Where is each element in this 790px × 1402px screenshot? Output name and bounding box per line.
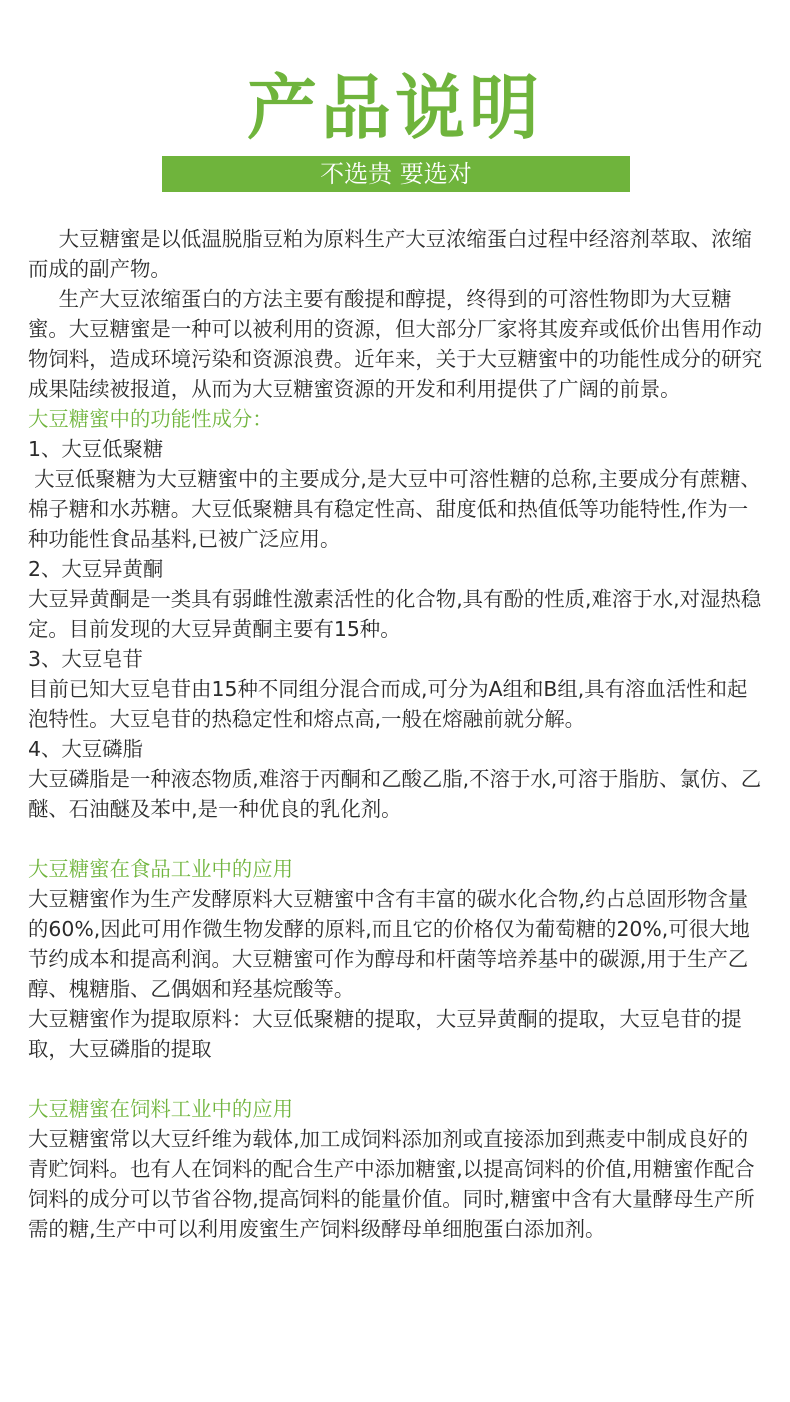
item-text-isoflavone: 大豆异黄酮是一类具有弱雌性激素活性的化合物,具有酚的性质,难溶于水,对湿热稳定。目前发现的大豆异黄酮主要有15种。 (28, 587, 762, 641)
item-title-saponin: 3、大豆皂苷 (28, 647, 143, 671)
item-title-phospholipid: 4、大豆磷脂 (28, 737, 143, 761)
slogan-banner: 不选贵 要选对 (162, 156, 630, 192)
functional-heading: 大豆糖蜜中的功能性成分： (28, 407, 273, 431)
page-title: 产品说明 (247, 67, 543, 149)
food-paragraph-1: 大豆糖蜜作为生产发酵原料大豆糖蜜中含有丰富的碳水化合物,约占总固形物含量的60%,因此可用作微生物发酵的原料,而且它的价格仅为葡萄糖的20%,可很大地节约成本和提高利润。大豆糖蜜可作为醇母和杆菌等培养基中的碳源,用于生产乙醇、槐糖脂、乙偶姻和羟基烷酸等。 (28, 887, 750, 1001)
item-text-saponin: 目前已知大豆皂苷由15种不同组分混合而成,可分为A组和B组,具有溶血活性和起泡特性。大豆皂苷的热稳定性和熔点高,一般在熔融前就分解。 (28, 677, 748, 731)
intro-paragraph-2: 生产大豆浓缩蛋白的方法主要有酸提和醇提，终得到的可溶性物即为大豆糖蜜。大豆糖蜜是一种可以被利用的资源，但大部分厂家将其废弃或低价出售用作动物饲料，造成环境污染和资源浪费。近年来，关于大豆糖蜜中的功能性成分的研究成果陆续被报道，从而为大豆糖蜜资源的开发和利用提供了广阔的前景。 (28, 287, 763, 401)
item-title-isoflavone: 2、大豆异黄酮 (28, 557, 164, 581)
food-heading: 大豆糖蜜在食品工业中的应用 (28, 857, 294, 881)
feed-paragraph-1: 大豆糖蜜常以大豆纤维为载体,加工成饲料添加剂或直接添加到燕麦中制成良好的青贮饲料。也有人在饲料的配合生产中添加糖蜜,以提高饲料的价值,用糖蜜作配合饲料的成分可以节省谷物,提高饲料的能量价值。同时,糖蜜中含有大量酵母生产所需的糖,生产中可以利用废蜜生产饲料级酵母单细胞蛋白添加剂。 (28, 1127, 755, 1241)
article-body (28, 224, 764, 1244)
section-gap (28, 824, 764, 854)
item-text-phospholipid: 大豆磷脂是一种液态物质,难溶于丙酮和乙酸乙脂,不溶于水,可溶于脂肪、氯仿、乙醚、石油醚及苯中,是一种优良的乳化剂。 (28, 767, 762, 821)
intro-paragraph-1: 大豆糖蜜是以低温脱脂豆粕为原料生产大豆浓缩蛋白过程中经溶剂萃取、浓缩而成的副产物。 (28, 227, 752, 281)
section-gap (28, 1064, 764, 1094)
food-paragraph-2: 大豆糖蜜作为提取原料：大豆低聚糖的提取，大豆异黄酮的提取，大豆皂苷的提取，大豆磷脂的提取 (28, 1007, 742, 1061)
item-text-oligosaccharide: 大豆低聚糖为大豆糖蜜中的主要成分,是大豆中可溶性糖的总称,主要成分有蔗糖、棉子糖和水苏糖。大豆低聚糖具有稳定性高、甜度低和热值低等功能特性,作为一种功能性食品基料,已被广泛应用。 (28, 467, 761, 551)
feed-heading: 大豆糖蜜在饲料工业中的应用 (28, 1097, 294, 1121)
item-title-oligosaccharide: 1、大豆低聚糖 (28, 437, 164, 461)
